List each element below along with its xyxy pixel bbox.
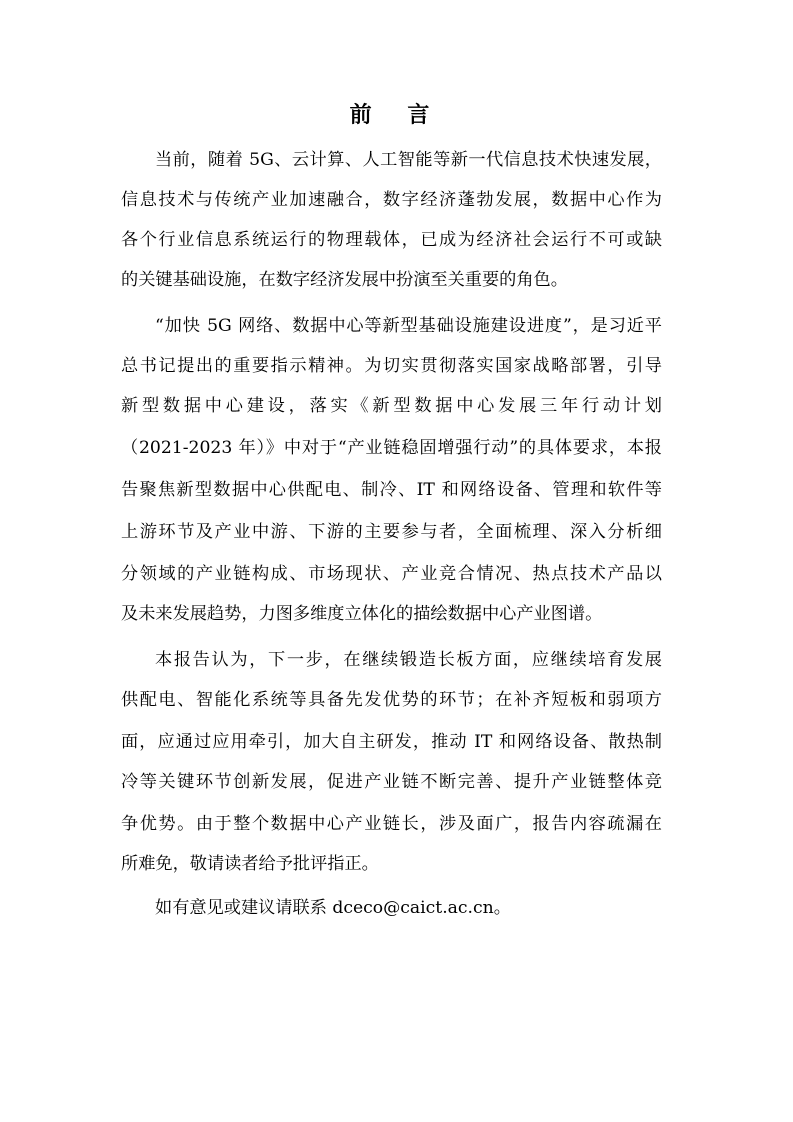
paragraph-2-line-5: 告聚焦新型数据中心供配电、制冷、IT 和网络设备、管理和软件等 bbox=[121, 480, 662, 500]
paragraph-1-line-4: 的关键基础设施，在数字经济发展中扮演至关重要的角色。 bbox=[121, 270, 568, 290]
paragraph-3-line-6: 所难免，敬请读者给予批评指正。 bbox=[121, 854, 379, 874]
paragraph-1-line-2: 信息技术与传统产业加速融合，数字经济蓬勃发展，数据中心作为 bbox=[121, 190, 662, 210]
paragraph-3-line-4: 冷等关键环节创新发展，促进产业链不断完善、提升产业链整体竞 bbox=[121, 772, 662, 792]
paragraph-2-line-7: 分领域的产业链构成、市场现状、产业竞合情况、热点技术产品以 bbox=[121, 564, 662, 584]
paragraph-3-line-1: 本报告认为，下一步，在继续锻造长板方面，应继续培育发展 bbox=[155, 650, 662, 670]
paragraph-1-line-3: 各个行业信息系统运行的物理载体，已成为经济社会运行不可或缺 bbox=[121, 230, 662, 250]
contact-line: 如有意见或建议请联系 dceco@caict.ac.cn。 bbox=[155, 898, 511, 918]
paragraph-3-line-5: 争优势。由于整个数据中心产业链长，涉及面广，报告内容疏漏在 bbox=[121, 814, 662, 834]
paragraph-3-line-3: 面，应通过应用牵引，加大自主研发，推动 IT 和网络设备、散热制 bbox=[121, 732, 662, 752]
paragraph-2-line-2: 总书记提出的重要指示精神。为切实贯彻落实国家战略部署，引导 bbox=[121, 356, 662, 376]
paragraph-2-line-4: （2021-2023 年）》中对于“产业链稳固增强行动”的具体要求，本报 bbox=[121, 438, 662, 458]
paragraph-2-line-1: “加快 5G 网络、数据中心等新型基础设施建设进度”，是习近平 bbox=[155, 316, 662, 336]
paragraph-2-line-6: 上游环节及产业中游、下游的主要参与者，全面梳理、深入分析细 bbox=[121, 522, 662, 542]
paragraph-2-line-3: 新型数据中心建设，落实《新型数据中心发展三年行动计划 bbox=[121, 396, 662, 416]
paragraph-3-line-2: 供配电、智能化系统等具备先发优势的环节；在补齐短板和弱项方 bbox=[121, 690, 662, 710]
paragraph-1-line-1: 当前，随着 5G、云计算、人工智能等新一代信息技术快速发展， bbox=[155, 150, 662, 170]
page-title: 前 言 bbox=[349, 103, 444, 128]
paragraph-2-line-8: 及未来发展趋势，力图多维度立体化的描绘数据中心产业图谱。 bbox=[121, 604, 603, 624]
